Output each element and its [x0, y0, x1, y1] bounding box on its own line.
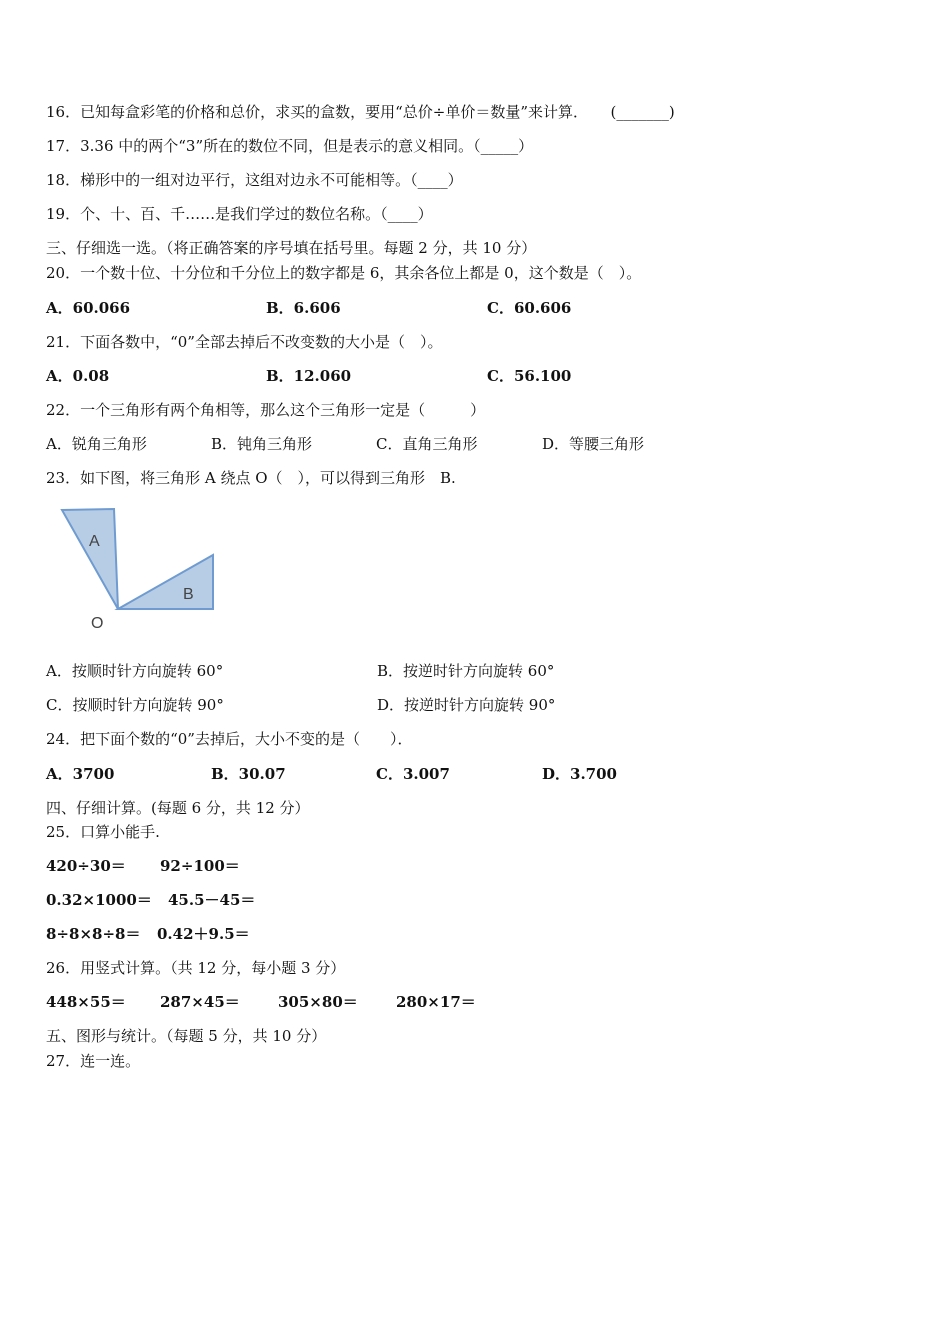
question-23: 23．如下图，将三角形 A 绕点 O（ ），可以得到三角形 B. — [46, 469, 456, 487]
question-21-options — [46, 366, 906, 386]
question-16: 16．已知每盒彩笔的价格和总价，求买的盒数，要用“总价÷单价＝数量”来计算． (_______) — [46, 103, 675, 121]
question-17: 17．3.36 中的两个“3”所在的数位不同，但是表示的意义相同。（_____） — [46, 137, 534, 155]
section-5-heading: 五、图形与统计。（每题 5 分，共 10 分） — [46, 1027, 327, 1045]
option-d: D．等腰三角形 — [542, 435, 645, 453]
option-c: C．按顺时针方向旋转 90° — [46, 696, 224, 714]
oral-calc-row-2 — [46, 890, 906, 910]
section-3-heading: 三、仔细选一选。（将正确答案的序号填在括号里。每题 2 分，共 10 分） — [46, 239, 537, 257]
question-20-options — [46, 298, 906, 318]
calc-item: 420÷30＝ — [46, 857, 126, 875]
option-b: B．30.07 — [211, 765, 286, 783]
calc-item: 8÷8×8÷8＝ — [46, 925, 141, 943]
option-a: A．按顺时针方向旋转 60° — [46, 662, 224, 680]
question-24-options — [46, 764, 906, 784]
section-4-heading: 四、仔细计算。(每题 6 分，共 12 分） — [46, 799, 310, 817]
question-19: 19．个、十、百、千……是我们学过的数位名称。（____） — [46, 205, 433, 223]
oral-calc-row-1 — [46, 856, 906, 876]
question-27: 27．连一连。 — [46, 1052, 141, 1070]
question-23-options-row1 — [46, 661, 906, 681]
question-23-options-row2 — [46, 695, 906, 715]
option-c: C．3.007 — [376, 765, 450, 783]
option-b: B．6.606 — [266, 299, 341, 317]
question-25: 25．口算小能手. — [46, 823, 160, 841]
calc-item: 280×17＝ — [396, 993, 476, 1011]
calc-item: 305×80＝ — [278, 993, 358, 1011]
question-21: 21．下面各数中，“0”全部去掉后不改变数的大小是（ ）。 — [46, 333, 443, 351]
option-a: A．3700 — [46, 765, 115, 783]
calc-item: 448×55＝ — [46, 993, 126, 1011]
question-24: 24．把下面个数的“0”去掉后，大小不变的是（ ）． — [46, 730, 413, 748]
option-b: B．12.060 — [266, 367, 352, 385]
triangle-rotation-figure — [55, 505, 225, 635]
question-22-options — [46, 434, 906, 454]
triangle-b — [118, 555, 213, 609]
option-d: D．3.700 — [542, 765, 617, 783]
calc-item: 287×45＝ — [160, 993, 240, 1011]
vertical-calc-row — [46, 992, 906, 1012]
option-c: C．60.606 — [487, 299, 572, 317]
oral-calc-row-3 — [46, 924, 906, 944]
label-a: A — [89, 533, 100, 550]
calc-item: 92÷100＝ — [160, 857, 240, 875]
option-c: C．56.100 — [487, 367, 572, 385]
option-c: C．直角三角形 — [376, 435, 478, 453]
option-a: A．锐角三角形 — [46, 435, 147, 453]
calc-item: 0.42＋9.5＝ — [157, 925, 250, 943]
calc-item: 0.32×1000＝ — [46, 891, 152, 909]
option-b: B．钝角三角形 — [211, 435, 313, 453]
option-a: A．0.08 — [46, 367, 110, 385]
calc-item: 45.5－45＝ — [168, 891, 256, 909]
label-b: B — [183, 586, 194, 603]
option-b: B．按逆时针方向旋转 60° — [377, 662, 555, 680]
option-a: A．60.066 — [46, 299, 131, 317]
question-22: 22．一个三角形有两个角相等，那么这个三角形一定是（ ） — [46, 401, 486, 419]
question-18: 18．梯形中的一组对边平行，这组对边永不可能相等。（____） — [46, 171, 463, 189]
option-d: D．按逆时针方向旋转 90° — [377, 696, 556, 714]
question-26: 26．用竖式计算。（共 12 分，每小题 3 分） — [46, 959, 346, 977]
triangle-a — [62, 509, 118, 609]
question-20: 20．一个数十位、十分位和千分位上的数字都是 6，其余各位上都是 0，这个数是（ ）。 — [46, 264, 642, 282]
label-o: O — [91, 615, 104, 632]
